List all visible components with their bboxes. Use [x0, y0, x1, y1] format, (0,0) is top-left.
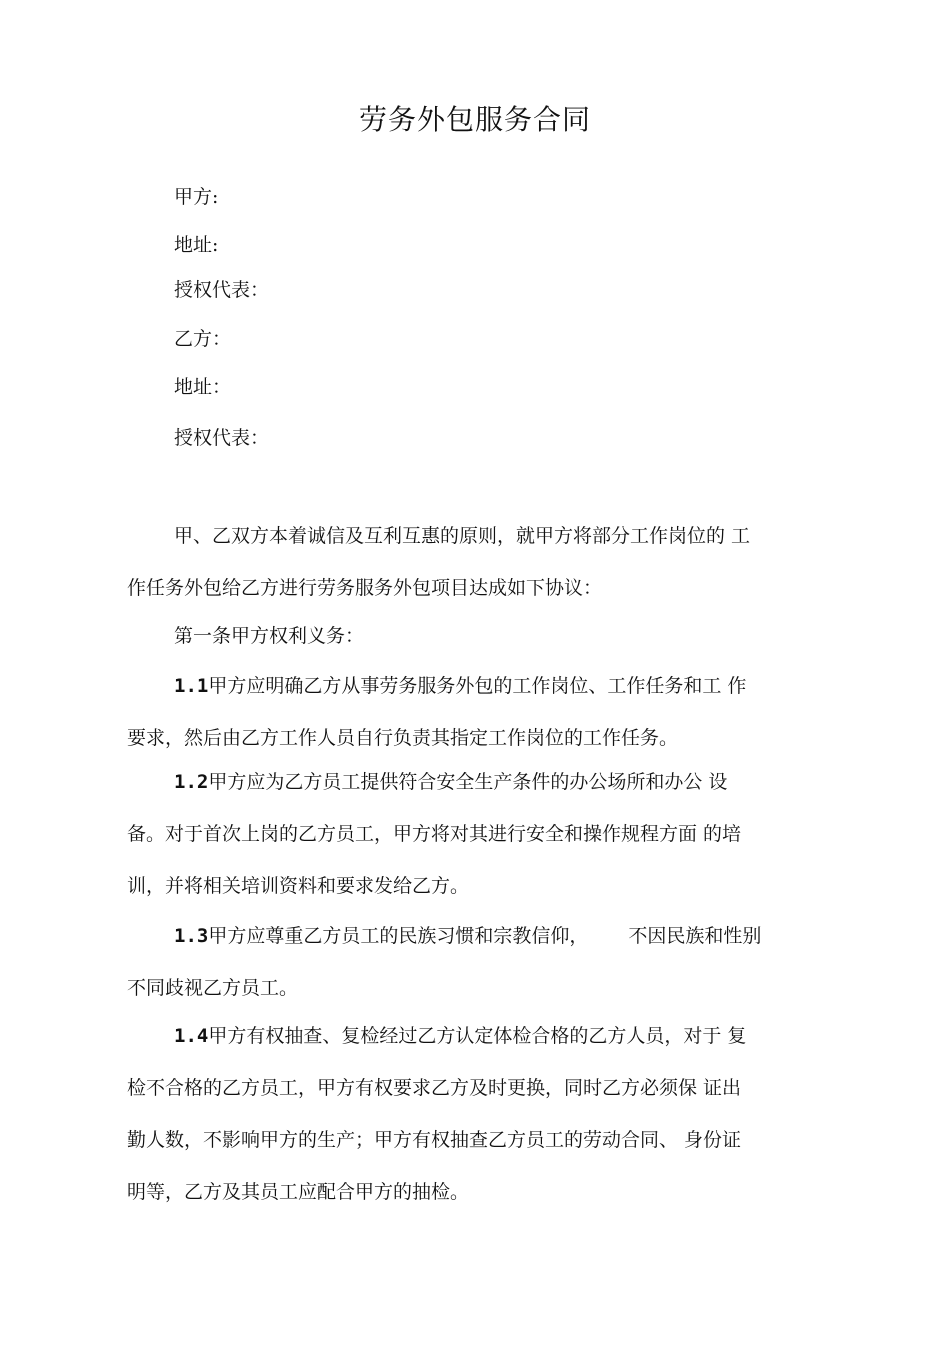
- party-b-representative-label: 授权代表：: [174, 427, 270, 449]
- clause-number: 1.4: [174, 1025, 209, 1047]
- clause-1-2: [127, 756, 817, 912]
- party-a-address-label: 地址:: [174, 234, 219, 256]
- clause-1-3: [127, 910, 817, 1014]
- clause-line: 勤人数，不影响甲方的生产；甲方有权抽查乙方员工的劳动合同、 身份证: [127, 1129, 742, 1151]
- clause-number: 1.1: [174, 675, 209, 697]
- clause-text: 甲方有权抽查、复检经过乙方认定体检合格的乙方人员，对于 复: [208, 1025, 747, 1047]
- clause-line: [127, 756, 817, 808]
- clause-line: 训，并将相关培训资料和要求发给乙方。: [127, 875, 470, 897]
- clause-1-1: [127, 660, 817, 764]
- clause-line: [127, 660, 817, 712]
- clause-line: 要求，然后由乙方工作人员自行负责其指定工作岗位的工作任务。: [127, 727, 679, 749]
- party-b-address-label: 地址：: [174, 376, 232, 398]
- clause-line: 检不合格的乙方员工，甲方有权要求乙方及时更换，同时乙方必须保 证出: [127, 1077, 742, 1099]
- clause-number: 1.2: [174, 771, 209, 793]
- intro-line: 作任务外包给乙方进行劳务服务外包项目达成如下协议：: [127, 577, 603, 599]
- clause-text: 甲方应尊重乙方员工的民族习惯和宗教信仰，: [208, 925, 589, 947]
- document-title: 劳务外包服务合同: [358, 103, 591, 136]
- intro-line: 甲、乙双方本着诚信及互利互惠的原则，就甲方将部分工作岗位的 工: [174, 525, 751, 547]
- clause-line: 明等，乙方及其员工应配合甲方的抽检。: [127, 1181, 470, 1203]
- clause-text: 甲方应为乙方员工提供符合安全生产条件的办公场所和办公 设: [208, 771, 728, 793]
- article-heading: [127, 610, 817, 662]
- clause-line: [127, 910, 817, 962]
- party-a-label: 甲方:: [174, 186, 219, 208]
- clause-line: [127, 1010, 817, 1062]
- clause-text: 甲方应明确乙方从事劳务服务外包的工作岗位、工作任务和工 作: [208, 675, 747, 697]
- party-a-representative-label: 授权代表：: [174, 279, 270, 301]
- clause-text: 不因民族和性别: [628, 925, 762, 947]
- clause-line: 不同歧视乙方员工。: [127, 977, 299, 999]
- clause-number: 1.3: [174, 925, 209, 947]
- clause-line: 备。对于首次上岗的乙方员工，甲方将对其进行安全和操作规程方面 的培: [127, 823, 742, 845]
- clause-1-4: [127, 1010, 817, 1218]
- article-1-heading: 第一条甲方权利义务：: [174, 625, 365, 647]
- party-b-label: 乙方：: [174, 328, 232, 350]
- intro-paragraph: [127, 510, 817, 614]
